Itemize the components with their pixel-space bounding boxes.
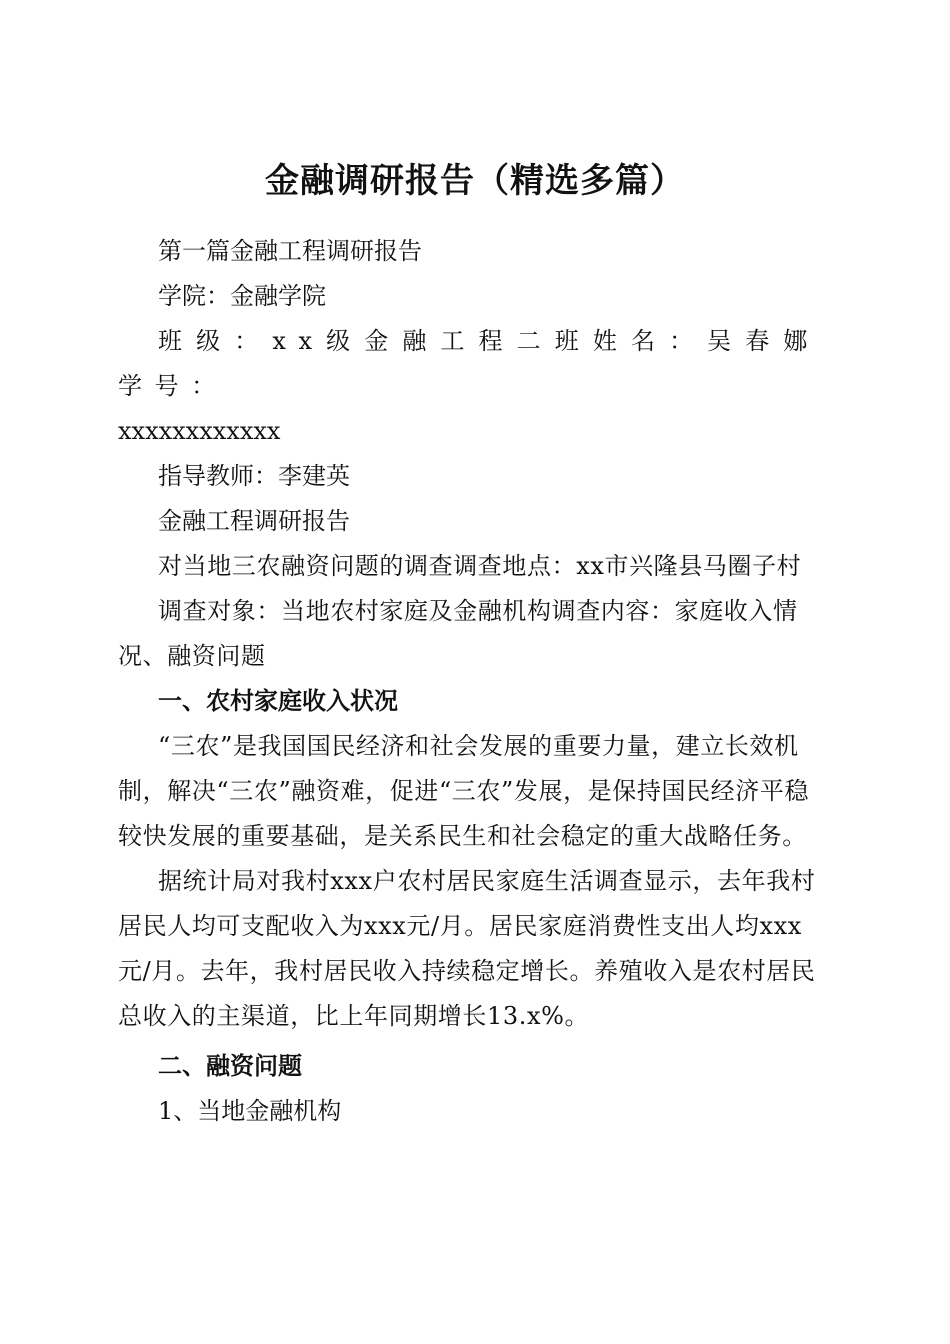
college-line: 学院：金融学院 [158, 282, 326, 310]
paragraph-sannong: “三农”是我国国民经济和社会发展的重要力量，建立长效机制，解决“三农”融资难，促进“三农”发展，是保持国民经济平稳较快发展的重要基础，是关系民生和社会稳定的重大战略任务。 [118, 732, 810, 850]
subheading-local-institutions: 1、当地金融机构 [158, 1097, 342, 1125]
section-title-first-article: 第一篇金融工程调研报告 [158, 237, 422, 265]
heading-household-income: 一、农村家庭收入状况 [158, 687, 398, 715]
paragraph-statistics: 据统计局对我村xxx户农村居民家庭生活调查显示，去年我村居民人均可支配收入为xxx元/月。居民家庭消费性支出人均xxx元/月。去年，我村居民收入持续稳定增长。养殖收入是农村居民总收入的主渠道，比上年同期增长13.x%。 [118, 867, 816, 1030]
survey-subject-content: 调查对象：当地农村家庭及金融机构调查内容：家庭收入情况、融资问题 [118, 597, 798, 670]
survey-topic-location: 对当地三农融资问题的调查调查地点：xx市兴隆县马圈子村 [158, 552, 802, 580]
student-id-value: xxxxxxxxxxxx [118, 417, 281, 445]
report-subtitle: 金融工程调研报告 [158, 507, 350, 535]
document-title: 金融调研报告（精选多篇） [265, 160, 685, 201]
heading-financing-issues: 二、融资问题 [158, 1052, 302, 1080]
document-body [118, 229, 820, 1134]
advisor-line: 指导教师：李建英 [158, 462, 350, 490]
class-name-id-line: 班级：xx级金融工程二班姓名：吴春娜学号： [118, 327, 820, 400]
